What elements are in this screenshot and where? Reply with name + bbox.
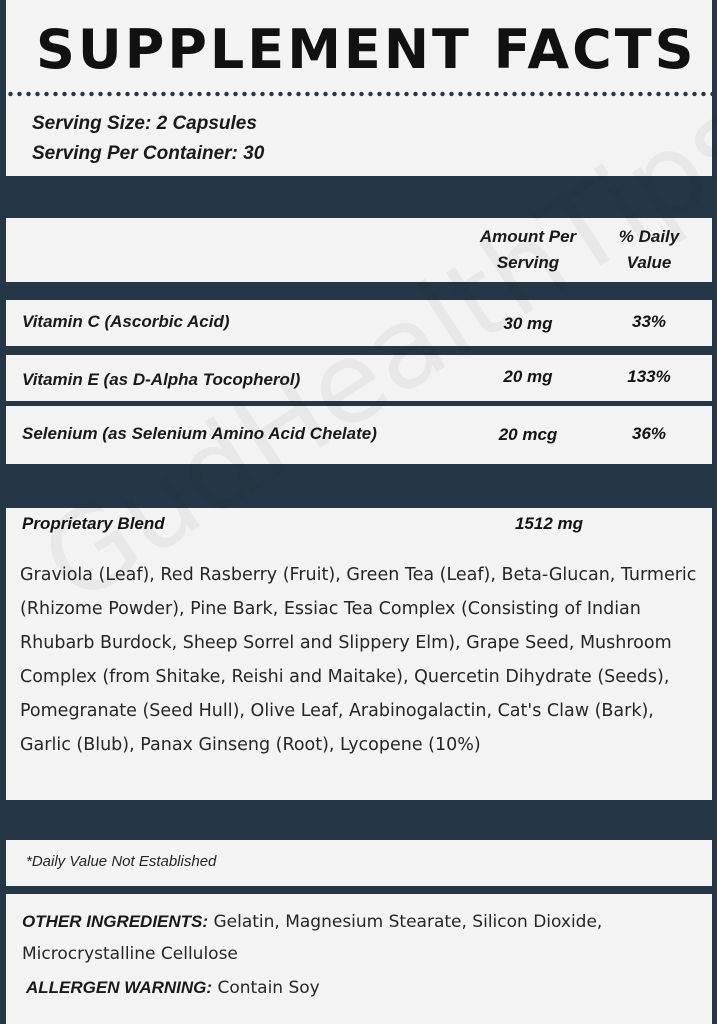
other-ingredients-label: OTHER INGREDIENTS: — [22, 912, 209, 931]
blend-ingredients: Graviola (Leaf), Red Rasberry (Fruit), Green Tea (Leaf), Beta-Glucan, Turmeric (Rhizome Powder), Pine Bark, Essiac Tea Complex (Consisting of Indian Rhubarb Burdock, Sheep Sorrel and Slippery Elm), Grape Seed, Mushroom Complex (from Shitake, Reishi and Maitake), Quercetin Dihydrate (Seeds), Pomegranate (Seed Hull), Olive Leaf, Arabinogalactin, Cat's Claw (Bark), Garlic (Blub), Panax Ginseng (Root), Lycopene (10%) — [20, 565, 697, 755]
nutrient-daily-value: 36% — [631, 424, 667, 443]
column-header-panel — [6, 218, 712, 282]
nutrient-name: Vitamin C (Ascorbic Acid) — [22, 312, 230, 331]
nutrient-daily-value: 133% — [627, 367, 671, 386]
nutrient-row — [6, 300, 712, 346]
daily-value-header — [594, 224, 704, 276]
blend-amount: 1512 mg — [514, 514, 584, 533]
other-ingredients-text: Gelatin, Magnesium Stearate, Silicon Dioxide, Microcrystalline Cellulose — [22, 912, 603, 964]
nutrient-amount: 30 mg — [503, 314, 553, 333]
amount-header-line1: Amount Per — [479, 227, 577, 246]
nutrient-amount: 20 mcg — [498, 425, 558, 444]
page-title: SUPPLEMENT FACTS — [36, 18, 697, 81]
blend-label: Proprietary Blend — [22, 514, 165, 533]
other-ingredients — [22, 906, 692, 970]
nutrient-row — [6, 355, 712, 401]
nutrient-daily-value: 33% — [631, 312, 667, 331]
footnote-panel — [6, 840, 712, 886]
amount-header-line2: Serving — [496, 253, 560, 272]
title-panel — [6, 0, 712, 176]
serving-size: Serving Size: 2 Capsules — [32, 113, 257, 134]
allergen-label: ALLERGEN WARNING: — [26, 978, 213, 997]
nutrient-row — [6, 406, 712, 464]
servings-per-container: Serving Per Container: 30 — [32, 143, 265, 164]
other-ingredients-panel — [6, 894, 712, 1024]
nutrient-name: Vitamin E (as D-Alpha Tocopherol) — [22, 370, 301, 389]
dv-header-line2: Value — [626, 253, 672, 272]
nutrient-name: Selenium (as Selenium Amino Acid Chelate) — [22, 424, 377, 443]
amount-per-serving-header — [458, 224, 598, 276]
allergen-warning — [26, 978, 320, 998]
dotted-divider — [6, 90, 712, 98]
proprietary-blend-panel — [6, 508, 712, 800]
dv-header-line1: % Daily — [618, 227, 680, 246]
nutrient-amount: 20 mg — [503, 367, 553, 386]
allergen-text: Contain Soy — [217, 978, 320, 998]
daily-value-footnote: *Daily Value Not Established — [26, 853, 217, 870]
